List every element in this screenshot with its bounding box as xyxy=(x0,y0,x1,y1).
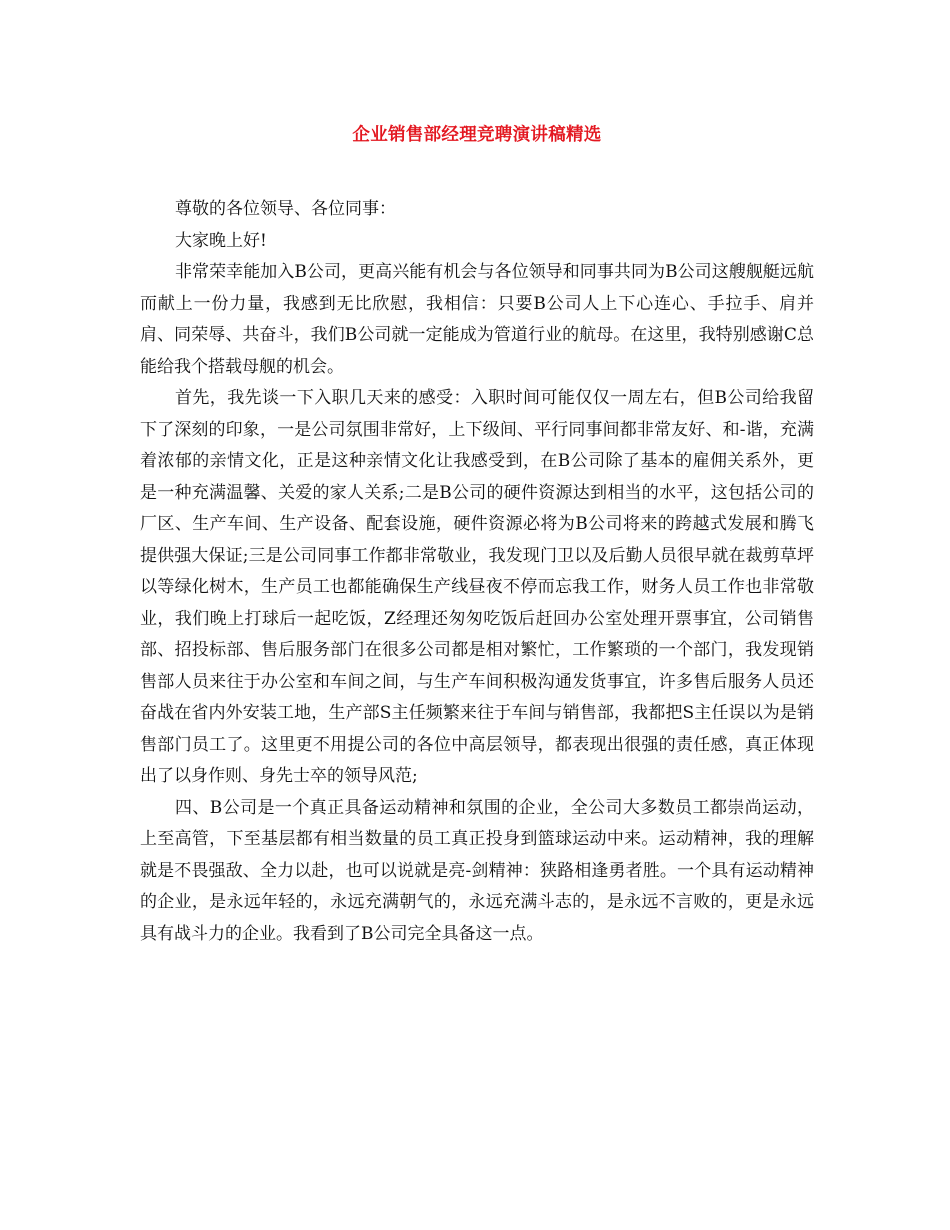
paragraph-impressions: 首先，我先谈一下入职几天来的感受：入职时间可能仅仅一周左右，但B公司给我留下了深刻的印象，一是公司氛围非常好，上下级间、平行同事间都非常友好、和-谐，充满着浓郁的亲情文化，正是这种亲情文化让我感受到，在B公司除了基本的雇佣关系外，更是一种充满温馨、关爱的家人关系;二是B公司的硬件资源达到相当的水平，这包括公司的厂区、生产车间、生产设备、配套设施，硬件资源必将为B公司将来的跨越式发展和腾飞提供强大保证;三是公司同事工作都非常敬业，我发现门卫以及后勤人员很早就在裁剪草坪以等绿化树木，生产员工也都能确保生产线昼夜不停而忘我工作，财务人员工作也非常敬业，我们晚上打球后一起吃饭，Z经理还匆匆吃饭后赶回办公室处理开票事宜，公司销售部、招投标部、售后服务部门在很多公司都是相对繁忙，工作繁琐的一个部门，我发现销售部人员来往于办公室和车间之间，与生产车间积极沟通发货事宜，许多售后服务人员还奋战在省内外安装工地，生产部S主任频繁来往于车间与销售部，我都把S主任误以为是销售部门员工了。这里更不用提公司的各位中高层领导，都表现出很强的责任感，真正体现出了以身作则、身先士卒的领导风范; xyxy=(140,388,814,786)
document-title: 企业销售部经理竞聘演讲稿精选 xyxy=(352,125,602,145)
paragraph-intro: 非常荣幸能加入B公司，更高兴能有机会与各位领导和同事共同为B公司这艘舰艇远航而献上一份力量，我感到无比欣慰，我相信：只要B公司人上下心连心、手拉手、肩并肩、同荣辱、共奋斗，我们B公司就一定能成为管道行业的航母。在这里，我特别感谢C总能给我个搭载母舰的机会。 xyxy=(140,262,814,377)
salutation: 尊敬的各位领导、各位同事： xyxy=(175,199,396,219)
paragraph-sports-spirit: 四、B公司是一个真正具备运动精神和氛围的企业，全公司大多数员工都崇尚运动，上至高管，下至基层都有相当数量的员工真正投身到篮球运动中来。运动精神，我的理解就是不畏强敌、全力以赴，也可以说就是亮-剑精神：狭路相逢勇者胜。一个具有运动精神的企业，是永远年轻的，永远充满朝气的，永远充满斗志的，是永远不言败的，更是永远具有战斗力的企业。我看到了B公司完全具备这一点。 xyxy=(140,797,814,944)
greeting: 大家晚上好! xyxy=(175,230,267,251)
